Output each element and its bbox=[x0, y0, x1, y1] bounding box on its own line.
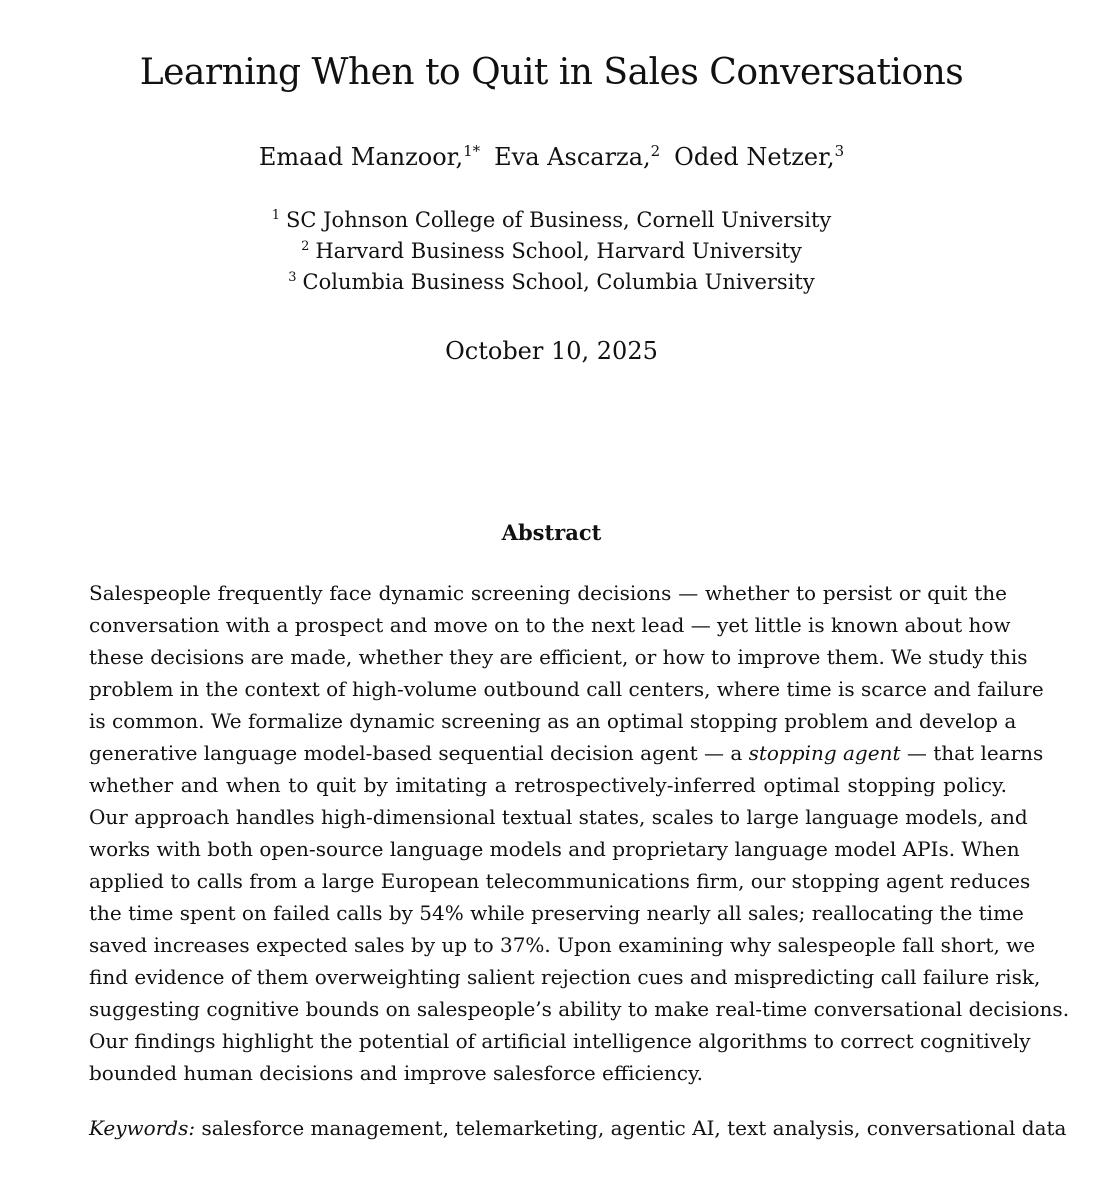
affiliation-text: Harvard Business School, Harvard University bbox=[315, 239, 802, 263]
abstract-line: the time spent on failed calls by 54% while preserving nearly all sales; reallocating the time bbox=[89, 901, 1024, 925]
paper-date: October 10, 2025 bbox=[445, 337, 658, 365]
abstract-emphasis: stopping agent bbox=[748, 741, 901, 765]
affiliation-text: SC Johnson College of Business, Cornell University bbox=[286, 208, 832, 232]
abstract-line: suggesting cognitive bounds on salespeople’s ability to make real-time conversational decisions. bbox=[89, 997, 1070, 1021]
abstract-line: bounded human decisions and improve salesforce efficiency. bbox=[89, 1061, 703, 1085]
affiliation-text: Columbia Business School, Columbia University bbox=[302, 270, 815, 294]
author-affiliation-mark: 3 bbox=[834, 142, 845, 160]
abstract-line: conversation with a prospect and move on to the next lead — yet little is known about how bbox=[89, 613, 1011, 637]
abstract-line: saved increases expected sales by up to 37%. Upon examining why salespeople fall short, we bbox=[89, 933, 1036, 957]
affiliation-list bbox=[0, 205, 1103, 298]
abstract-text: generative language model-based sequential decision agent — a bbox=[89, 741, 749, 765]
affiliation bbox=[0, 236, 1103, 267]
abstract-line: these decisions are made, whether they are efficient, or how to improve them. We study this bbox=[89, 645, 1028, 669]
author-affiliation-mark: 1* bbox=[463, 142, 481, 160]
affiliation-number: 1 bbox=[271, 208, 280, 223]
keywords-label: Keywords: bbox=[89, 1116, 196, 1140]
author-list bbox=[0, 140, 1103, 174]
abstract-line: problem in the context of high-volume outbound call centers, where time is scarce and failure bbox=[89, 677, 1044, 701]
abstract-text: — that learns bbox=[900, 741, 1044, 765]
abstract-line bbox=[89, 737, 1044, 769]
author-name: Emaad Manzoor, bbox=[258, 143, 464, 171]
abstract-line: applied to calls from a large European telecommunications firm, our stopping agent reduces bbox=[89, 869, 1031, 893]
abstract-heading: Abstract bbox=[501, 520, 602, 545]
abstract-line: whether and when to quit by imitating a retrospectively-inferred optimal stopping policy. bbox=[89, 773, 1007, 797]
affiliation-number: 2 bbox=[301, 239, 310, 254]
paper-title: Learning When to Quit in Sales Conversations bbox=[139, 52, 964, 93]
abstract-line: Our approach handles high-dimensional textual states, scales to large language models, and bbox=[89, 805, 1028, 829]
abstract-line: is common. We formalize dynamic screening as an optimal stopping problem and develop a bbox=[89, 709, 1017, 733]
author-name: Eva Ascarza, bbox=[494, 143, 651, 171]
abstract-body bbox=[89, 577, 1070, 1089]
abstract-line: Salespeople frequently face dynamic screening decisions — whether to persist or quit the bbox=[89, 581, 1007, 605]
affiliation bbox=[0, 205, 1103, 236]
affiliation-number: 3 bbox=[288, 270, 297, 285]
keywords bbox=[89, 1112, 1067, 1144]
abstract-line: find evidence of them overweighting salient rejection cues and mispredicting call failure risk, bbox=[89, 965, 1041, 989]
abstract-line: works with both open-source language models and proprietary language model APIs. When bbox=[89, 837, 1020, 861]
author-affiliation-mark: 2 bbox=[650, 142, 661, 160]
abstract-line: Our findings highlight the potential of artificial intelligence algorithms to correct cognitively bbox=[89, 1029, 1031, 1053]
affiliation bbox=[0, 267, 1103, 298]
keywords-text: salesforce management, telemarketing, agentic AI, text analysis, conversational data bbox=[201, 1116, 1067, 1140]
author-name: Oded Netzer, bbox=[674, 143, 835, 171]
